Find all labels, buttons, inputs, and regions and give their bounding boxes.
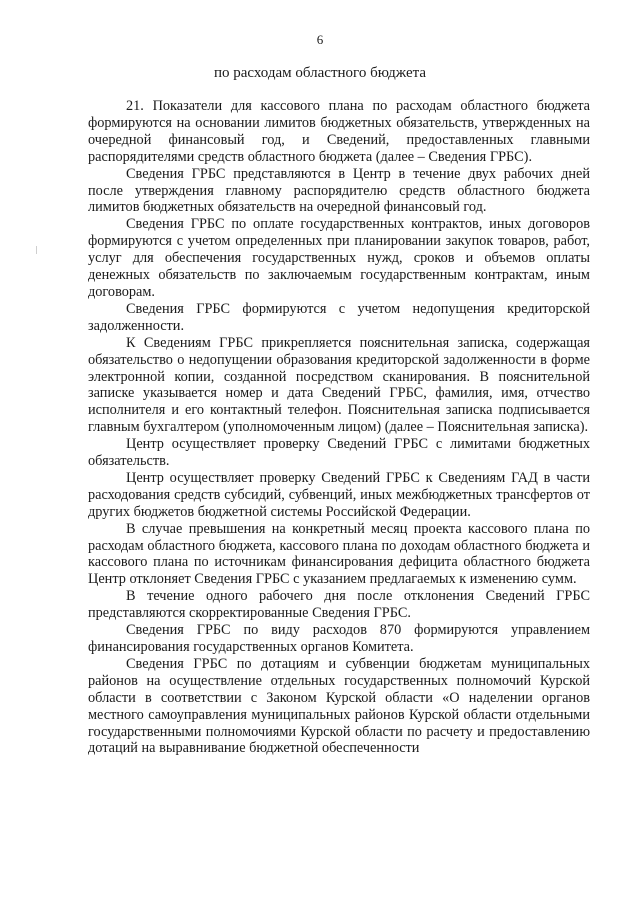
paragraph-expense-870: Сведения ГРБС по виду расходов 870 формируются управлением финансирования государственных органов Комитета. <box>88 622 590 655</box>
paragraph-21-intro: 21. Показатели для кассового плана по расходам областного бюджета формируются на основании лимитов бюджетных обязательств, утвержденных на очередной финансовый год, и Сведений, предоставленных главными распорядителями средств областного бюджета (далее – Сведения ГРБС). <box>88 98 590 165</box>
page-number: 6 <box>316 32 324 47</box>
section-title: по расходам областного бюджета <box>213 65 427 81</box>
paragraph-rejection: В случае превышения на конкретный месяц проекта кассового плана по расходам областного бюджета, кассового плана по доходам областного бюджета и кассового плана по источникам финансирования дефицита областного бюджета Центр отклоняет Сведения ГРБС с указанием предлагаемых к изменению сумм. <box>88 520 590 588</box>
scan-margin-mark <box>36 246 37 254</box>
paragraph-contracts: Сведения ГРБС по оплате государственных контрактов, иных договоров формируются с учетом определенных при планировании закупок товаров, работ, услуг для обеспечения государственных нужд, сроков и объемов оплаты денежных обязательств по заключаемым государственным контрактам, иным договорам. <box>88 216 590 300</box>
paragraph-no-arrears: Сведения ГРБС формируются с учетом недопущения кредиторской задолженности. <box>88 300 590 334</box>
paragraph-limits-check: Центр осуществляет проверку Сведений ГРБС с лимитами бюджетных обязательств. <box>88 436 590 470</box>
paragraph-correction: В течение одного рабочего дня после отклонения Сведений ГРБС представляются скорректированные Сведения ГРБС. <box>88 588 590 622</box>
paragraph-explanatory-note: К Сведениям ГРБС прикрепляется пояснительная записка, содержащая обязательство о недопущении образования кредиторской задолженности в форме электронной копии, созданной посредством сканирования. В пояснительной записке указывается номер и дата Сведений ГРБС, фамилия, имя, отчество исполнителя и его контактный телефон. Пояснительная записка подписывается главным бухгалтером (уполномоченным лицом) (далее – Пояснительная записка). <box>88 334 590 436</box>
document-body <box>88 98 590 757</box>
paragraph-submission-deadline: Сведения ГРБС представляются в Центр в течение двух рабочих дней после утверждения главному распорядителю средств областного бюджета лимитов бюджетных обязательств на очередной финансовый год. <box>88 165 590 216</box>
paragraph-subsidies: Сведения ГРБС по дотациям и субвенции бюджетам муниципальных районов на осуществление отдельных государственных полномочий Курской области в соответствии с Законом Курской области «О наделении органов местного самоуправления муниципальных районов Курской области отдельными государственными полномочиями Курской области по расчету и предоставлению дотаций на выравнивание бюджетной обеспеченности <box>88 655 590 757</box>
paragraph-gad-check: Центр осуществляет проверку Сведений ГРБС к Сведениям ГАД в части расходования средств субсидий, субвенций, иных межбюджетных трансфертов от других бюджетов бюджетной системы Российской Федерации. <box>88 469 590 520</box>
